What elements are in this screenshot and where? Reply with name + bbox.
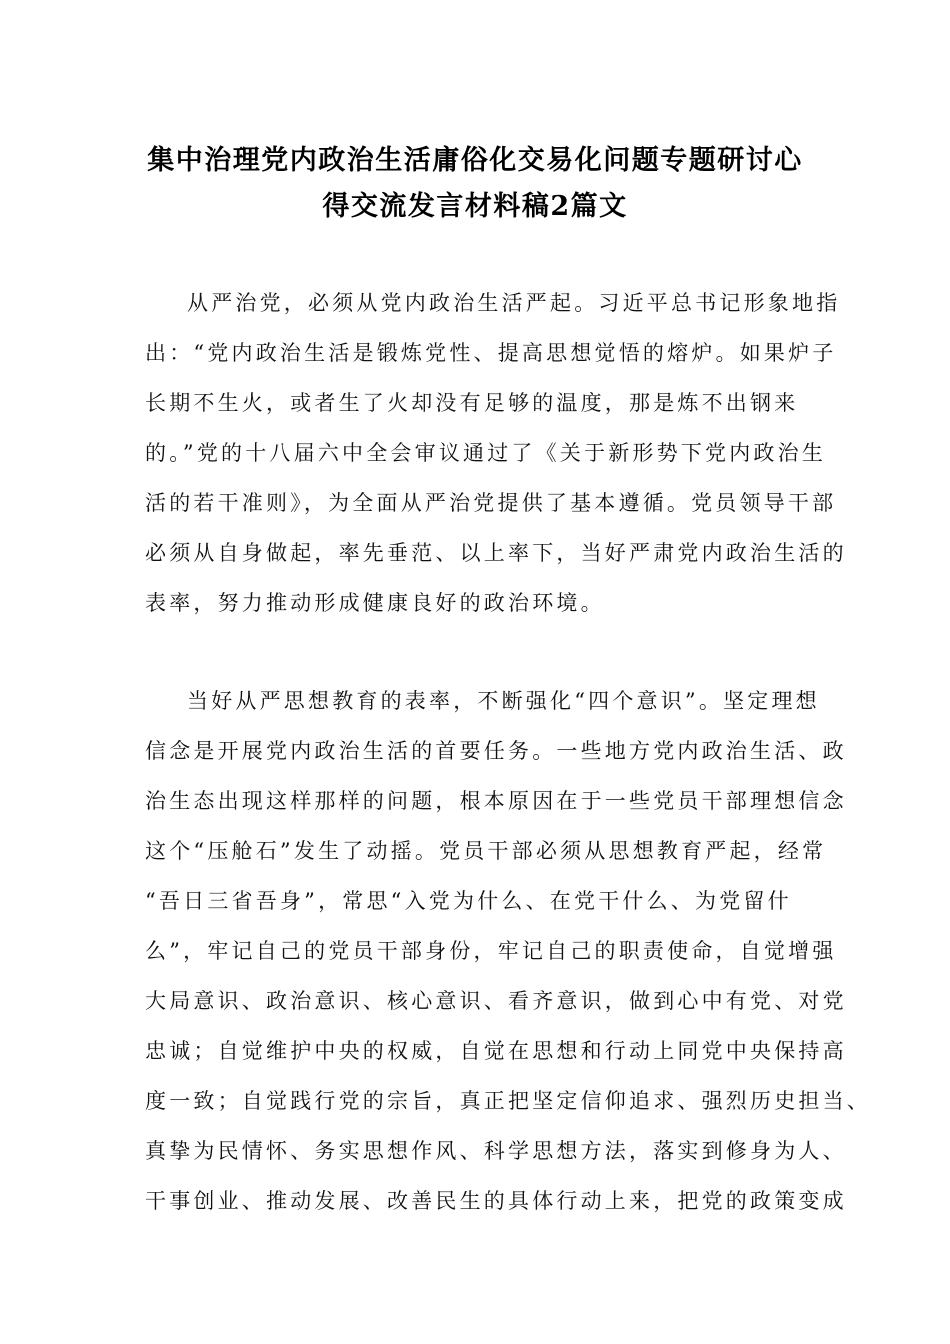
paragraph-line: 活的若干准则》，为全面从严治党提供了基本遵循。党员领导干部 xyxy=(145,491,837,515)
paragraph-line: 干事创业、推动发展、改善民生的具体行动上来，把党的政策变成 xyxy=(145,1189,847,1213)
paragraph-line: 出：“党内政治生活是锻炼党性、提高思想觉悟的熔炉。如果炉子 xyxy=(145,341,837,365)
paragraph-line: 这个“压舱石”发生了动摇。党员干部必须从思想教育严起，经常 xyxy=(145,839,827,863)
paragraph-line: “吾日三省吾身”，常思“入党为什么、在党干什么、为党留什 xyxy=(145,889,792,913)
paragraph-line: 真挚为民情怀、务实思想作风、科学思想方法，落实到修身为人、 xyxy=(145,1139,847,1163)
paragraph-line: 长期不生火，或者生了火却没有足够的温度，那是炼不出钢来 xyxy=(145,391,799,415)
paragraph-line: 表率，努力推动形成健康良好的政治环境。 xyxy=(145,591,605,615)
paragraph-line: 从严治党，必须从党内政治生活严起。习近平总书记形象地指 xyxy=(187,291,841,315)
paragraph-line: 信念是开展党内政治生活的首要任务。一些地方党内政治生活、政 xyxy=(145,739,847,763)
paragraph-line: 治生态出现这样那样的问题，根本原因在于一些党员干部理想信念 xyxy=(145,789,847,813)
paragraph-line: 度一致；自觉践行党的宗旨，真正把坚定信仰追求、强烈历史担当、 xyxy=(145,1089,871,1113)
paragraph-line: 么”，牢记自己的党员干部身份，牢记自己的职责使命，自觉增强 xyxy=(145,939,837,963)
document-title-line-2: 得交流发言材料稿2篇文 xyxy=(322,191,628,222)
paragraph-line: 的。”党的十八届六中全会审议通过了《关于新形势下党内政治生 xyxy=(145,441,827,465)
paragraph-line: 大局意识、政治意识、核心意识、看齐意识，做到心中有党、对党 xyxy=(145,989,847,1013)
paragraph-line: 忠诚；自觉维护中央的权威，自觉在思想和行动上同党中央保持高 xyxy=(145,1039,847,1063)
document-title-line-1: 集中治理党内政治生活庸俗化交易化问题专题研讨心 xyxy=(147,145,803,176)
paragraph-line: 必须从自身做起，率先垂范、以上率下，当好严肃党内政治生活的 xyxy=(145,541,847,565)
paragraph-line: 当好从严思想教育的表率，不断强化“四个意识”。坚定理想 xyxy=(187,689,820,713)
